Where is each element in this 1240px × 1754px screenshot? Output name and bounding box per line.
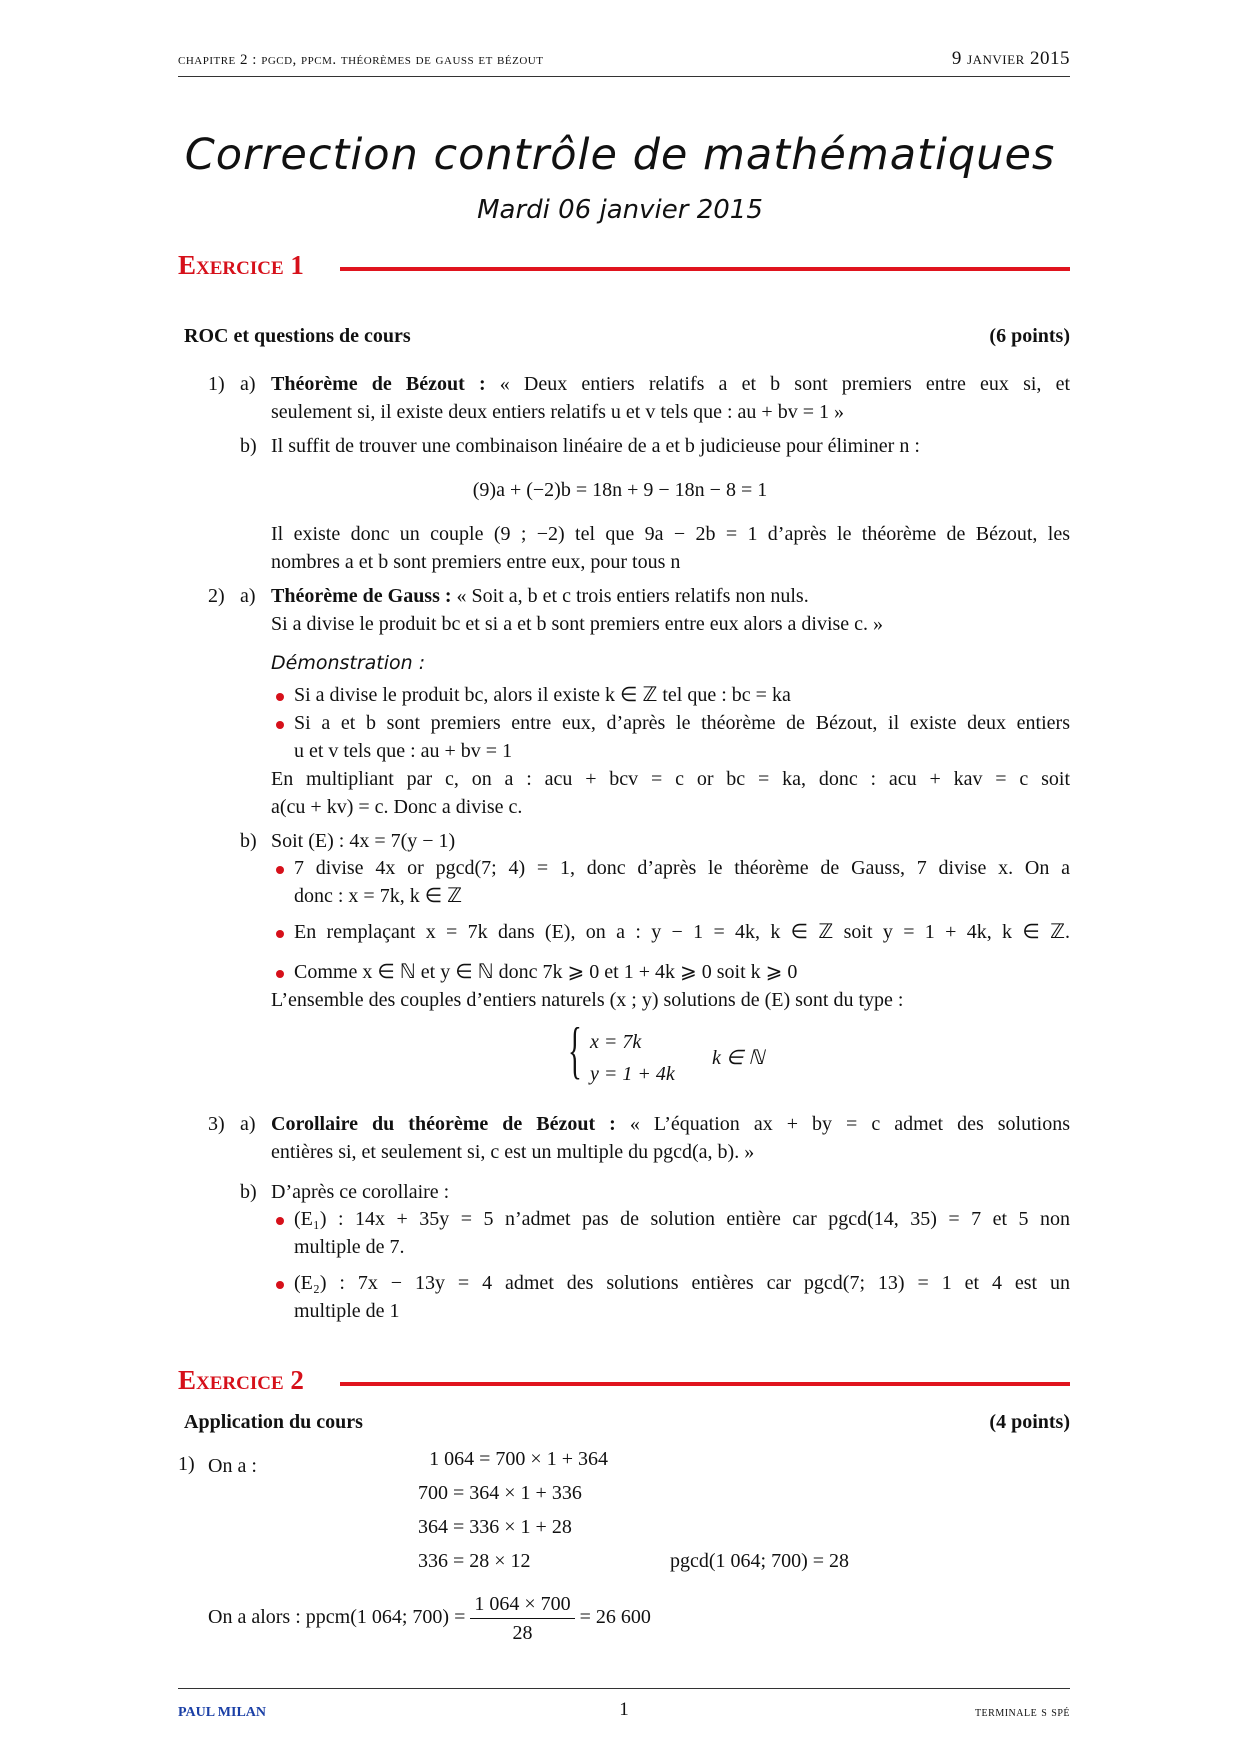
page-subtitle: Mardi 06 janvier 2015 (477, 195, 763, 225)
demo-bullet2-line2: u et v tels que : au + bv = 1 (294, 740, 513, 762)
demo-bullet2-line1: Si a et b sont premiers entre eux, d’après le théorème de Bézout, il existe deux entiers (294, 712, 1070, 734)
q1b-letter: b) (240, 435, 257, 457)
page-header (178, 50, 1070, 77)
exercise-2-heading: Application du cours (184, 1411, 363, 1433)
ex2-q1-number: 1) (178, 1453, 195, 1475)
q2-number: 2) (208, 585, 225, 607)
ex2-q1-label: On a : (208, 1455, 257, 1477)
q3a-text1: « L’équation ax + by = c admet des solutions (629, 1113, 1071, 1135)
bullet-icon (276, 693, 284, 701)
page-number: 1 (619, 1699, 629, 1720)
q3b-bullet1-line1: (E₁) : 14x + 35y = 5 n’admet pas de solution entière car pgcd(14, 35) = 7 et 5 non (294, 1208, 1070, 1230)
system-line1: x = 7k (590, 1031, 642, 1053)
exercise-1-heading: ROC et questions de cours (184, 325, 411, 347)
bullet-icon (276, 930, 284, 938)
fraction-numerator: 1 064 × 700 (470, 1590, 574, 1619)
exercise-1-title: Exercice 1 (178, 250, 304, 280)
q3b-text: D’après ce corollaire : (271, 1181, 450, 1203)
euclid-line-3: 364 = 336 × 1 + 28 (418, 1516, 572, 1538)
q3-number: 3) (208, 1113, 225, 1135)
exercise-1-header (178, 250, 1070, 290)
header-date: 9 janvier 2015 (951, 48, 1070, 69)
footer-author: PAUL MILAN (178, 1705, 267, 1720)
q2b-bullet3: Comme x ∈ ℕ et y ∈ ℕ donc 7k ⩾ 0 et 1 + 4k ⩾ 0 soit k ⩾ 0 (294, 961, 798, 983)
q3b-bullet2-line1: (E₂) : 7x − 13y = 4 admet des solutions entières car pgcd(7; 13) = 1 et 4 est un (294, 1272, 1070, 1294)
q3a-bold: Corollaire du théorème de Bézout : (271, 1113, 616, 1135)
q3a-line1 (271, 1112, 1070, 1136)
exercise-1-points: (6 points) (989, 325, 1070, 347)
page-title: Correction contrôle de mathématiques (184, 130, 1056, 180)
q1a-line1 (271, 372, 1070, 396)
q3b-bullet1-line2: multiple de 7. (294, 1236, 405, 1258)
page-footer (178, 1688, 1070, 1719)
q1b-conclusion2: nombres a et b sont premiers entre eux, pour tous n (271, 551, 681, 573)
q1a-text1: « Deux entiers relatifs a et b sont premiers entre eux si, et (499, 373, 1070, 395)
demo-bullet1: Si a divise le produit bc, alors il existe k ∈ ℤ tel que : bc = ka (294, 684, 791, 706)
q1b-conclusion1: Il existe donc un couple (9 ; −2) tel que 9a − 2b = 1 d’après le théorème de Bézout, les (271, 523, 1070, 545)
q1-number: 1) (208, 373, 225, 395)
bullet-icon (276, 1217, 284, 1225)
q1b-text: Il suffit de trouver une combinaison linéaire de a et b judicieuse pour éliminer n : (271, 435, 920, 457)
bullet-icon (276, 1281, 284, 1289)
fraction-denominator: 28 (512, 1621, 533, 1644)
ppcm-label: On a alors : ppcm(1 064; 700) = (208, 1606, 466, 1628)
exercise-2-header (178, 1365, 1070, 1405)
q2a-line2: Si a divise le produit bc et si a et b sont premiers entre eux alors a divise c. » (271, 613, 884, 635)
system-brace: { (568, 1014, 582, 1085)
q1a-line2: seulement si, il existe deux entiers relatifs u et v tels que : au + bv = 1 » (271, 401, 844, 423)
exercise-2-title: Exercice 2 (178, 1365, 304, 1395)
footer-class: terminale s spé (974, 1705, 1070, 1720)
q1b-equation: (9)a + (−2)b = 18n + 9 − 18n − 8 = 1 (472, 479, 768, 501)
q2a-bold: Théorème de Gauss : (271, 585, 452, 607)
system-line2: y = 1 + 4k (590, 1063, 675, 1085)
q3a-line2: entières si, et seulement si, c est un multiple du pgcd(a, b). » (271, 1141, 755, 1163)
q2b-text: Soit (E) : 4x = 7(y − 1) (271, 830, 456, 852)
ppcm-result: = 26 600 (579, 1606, 651, 1628)
system-k: k ∈ ℕ (712, 1047, 765, 1069)
euclid-line-4: 336 = 28 × 12 (418, 1550, 531, 1572)
exercise-2-points: (4 points) (989, 1411, 1070, 1433)
q2b-conclusion: L’ensemble des couples d’entiers naturels (x ; y) solutions de (E) sont du type : (271, 989, 904, 1011)
q3b-letter: b) (240, 1181, 257, 1203)
q1a-letter: a) (240, 373, 256, 395)
q1a-bold: Théorème de Bézout : (271, 373, 486, 395)
pgcd-result: pgcd(1 064; 700) = 28 (670, 1550, 850, 1572)
bullet-icon (276, 970, 284, 978)
exercise-1-rule (340, 267, 1070, 271)
demo-para-line2: a(cu + kv) = c. Donc a divise c. (271, 796, 523, 818)
demo-label: Démonstration : (271, 652, 426, 674)
euclid-line-2: 700 = 364 × 1 + 336 (418, 1482, 582, 1504)
q3b-bullet2-line2: multiple de 1 (294, 1300, 400, 1322)
q3a-letter: a) (240, 1113, 256, 1135)
q2a-line1 (271, 584, 809, 608)
bullet-icon (276, 866, 284, 874)
header-chapter: chapitre 2 : pgcd, ppcm. théorèmes de gauss et bézout (178, 52, 544, 68)
exercise-2-rule (340, 1382, 1070, 1386)
demo-para-line1: En multipliant par c, on a : acu + bcv = c or bc = ka, donc : acu + kav = c soit (271, 768, 1070, 790)
bullet-icon (276, 721, 284, 729)
q2b-bullet1-line1: 7 divise 4x or pgcd(7; 4) = 1, donc d’après le théorème de Gauss, 7 divise x. On a (294, 857, 1070, 879)
q2b-bullet1-line2: donc : x = 7k, k ∈ ℤ (294, 885, 463, 907)
ppcm-line (208, 1587, 651, 1647)
q2a-letter: a) (240, 585, 256, 607)
q2a-text1: « Soit a, b et c trois entiers relatifs non nuls. (456, 585, 809, 607)
q2b-letter: b) (240, 830, 257, 852)
euclid-line-1: 1 064 = 700 × 1 + 364 (429, 1448, 608, 1470)
q2b-bullet2: En remplaçant x = 7k dans (E), on a : y − 1 = 4k, k ∈ ℤ soit y = 1 + 4k, k ∈ ℤ. (294, 921, 1070, 943)
ppcm-fraction (470, 1590, 574, 1647)
